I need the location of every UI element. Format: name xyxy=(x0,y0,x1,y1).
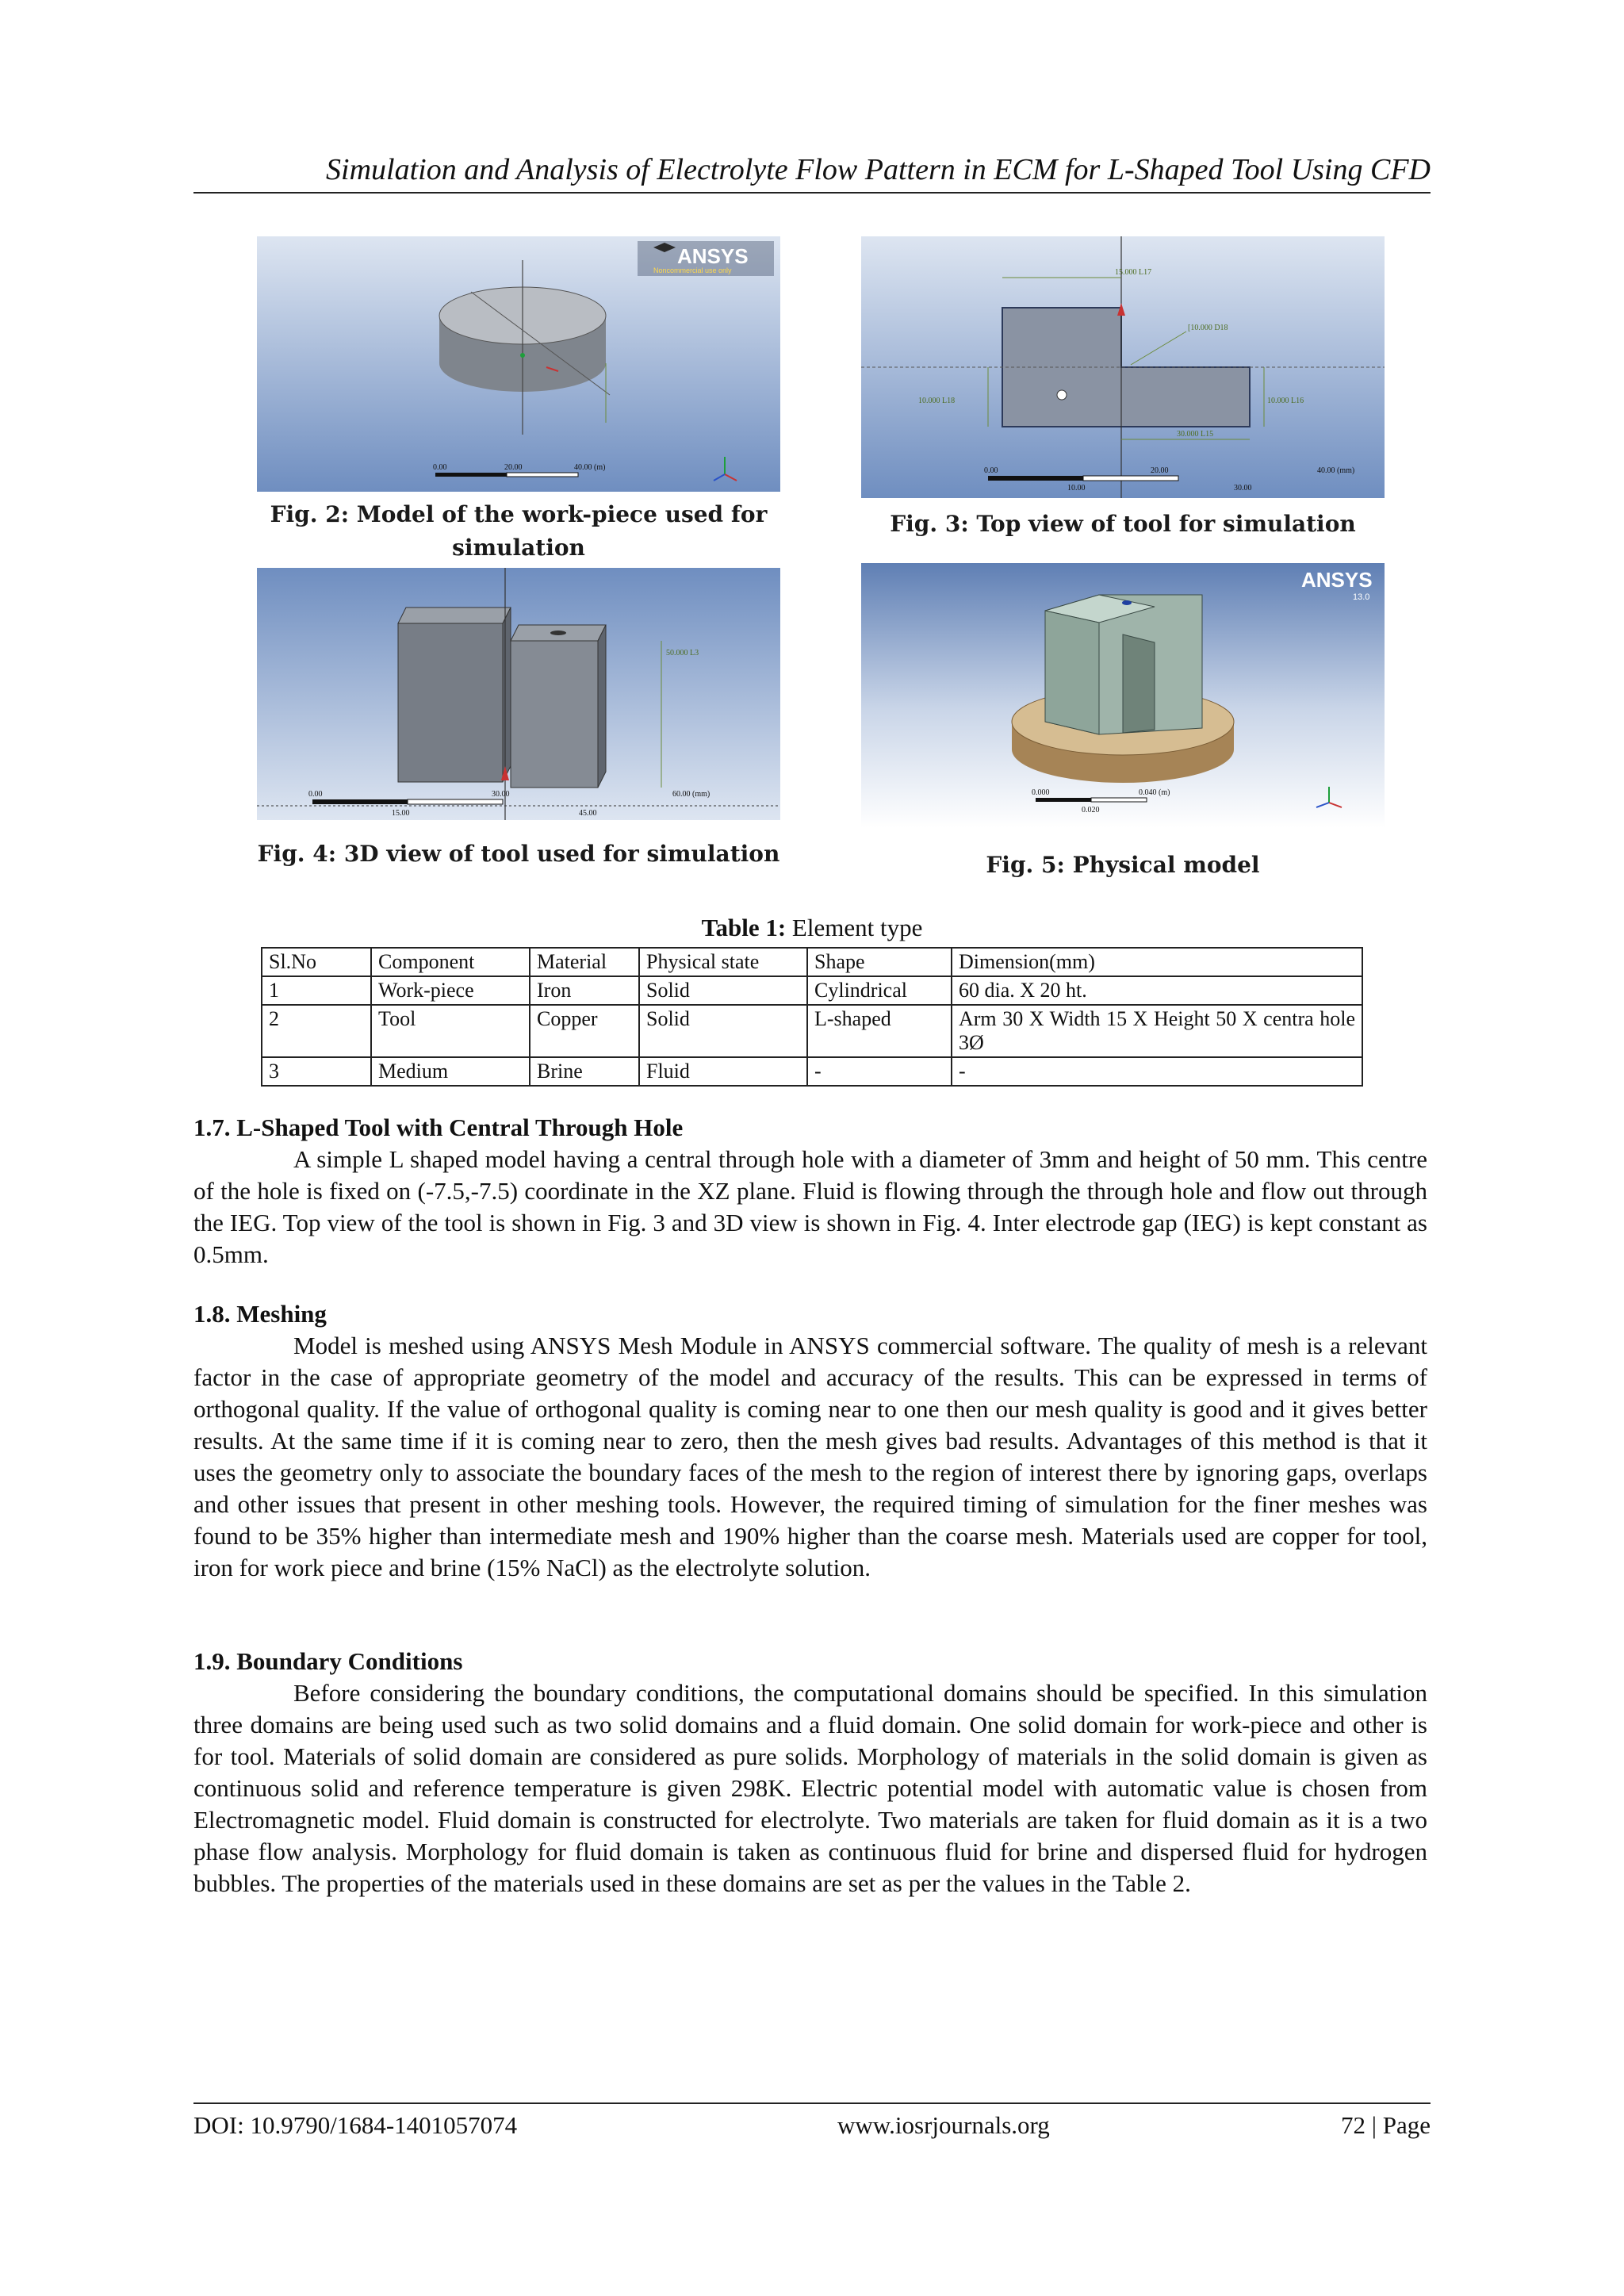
fig3-dimension-label: 10.000 L18 xyxy=(918,397,956,405)
section-1-7-heading: 1.7. L-Shaped Tool with Central Through Hole xyxy=(193,1114,684,1141)
fig4-scale-bar xyxy=(408,799,503,804)
table1-label: Table 1: xyxy=(701,914,787,941)
fig2-image xyxy=(257,236,780,492)
table-cell: Solid xyxy=(639,976,807,1005)
running-header: Simulation and Analysis of Electrolyte Flow Pattern in ECM for L-Shaped Tool Using CFD xyxy=(326,153,1431,186)
fig5-scale-bar xyxy=(1091,798,1147,802)
tool-block-top xyxy=(398,608,511,623)
fig3-scale-label: 40.00 (mm) xyxy=(1317,466,1355,475)
table-cell: Solid xyxy=(639,1005,807,1057)
table-row xyxy=(262,976,1362,1005)
table-header-cell: Shape xyxy=(807,948,952,976)
fig4-image xyxy=(257,568,780,820)
table-header-cell: Material xyxy=(530,948,639,976)
fig3-scale-label: 0.00 xyxy=(984,466,998,475)
fig4-caption: Fig. 4: 3D view of tool used for simulation xyxy=(257,841,780,867)
fig4-3d-tool-render xyxy=(257,568,780,820)
fig2-scale-label: 20.00 xyxy=(504,463,523,472)
fig2-caption-line2: simulation xyxy=(452,535,585,561)
element-type-table xyxy=(261,947,1363,1087)
fig3-dimension-label: 10.000 L16 xyxy=(1267,397,1304,405)
l-tool-front-face xyxy=(1045,611,1099,734)
fig3-top-view-render xyxy=(861,236,1385,498)
table-cell: Work-piece xyxy=(371,976,530,1005)
table-header-cell: Dimension(mm) xyxy=(952,948,1362,976)
fig3-dimension-label: 15.000 L17 xyxy=(1115,268,1152,277)
table-cell: Cylindrical xyxy=(807,976,952,1005)
fig4-dimension-label: 50.000 L3 xyxy=(666,649,699,657)
table-row xyxy=(262,1005,1362,1057)
table-header-cell: Component xyxy=(371,948,530,976)
fig2-scale-bar xyxy=(507,473,578,477)
tool-block-edge xyxy=(598,625,606,788)
tool-block-left xyxy=(398,623,503,782)
footer-page-number: 72 | Page xyxy=(1341,2111,1431,2139)
table-cell: L-shaped xyxy=(807,1005,952,1057)
table-cell: 60 dia. X 20 ht. xyxy=(952,976,1362,1005)
table-cell: Brine xyxy=(530,1057,639,1086)
l-tool-inner-face xyxy=(1123,634,1155,733)
fig5-scale-bar xyxy=(1036,798,1091,802)
fig2-logo: ANSYS xyxy=(677,244,749,268)
table1-title xyxy=(193,912,1431,944)
section-1-9-paragraph: Before considering the boundary conditions, the computational domains should be specified. In this simulation three domains are being used such as two solid domains and a fluid domain. One solid domain for work-piece and other is for tool. Materials of solid domain are considered as pure solids. Morphology of materials in the solid domain is given as continuous solid and reference temperature is given 298K. Electric potential model with automatic value is chosen from Electromagnetic model. Fluid domain is constructed for electrolyte. Two materials are taken for fluid domain as it is a two phase flow analysis. Morphology for fluid domain is taken as continuous fluid for brine and dispersed fluid for hydrogen bubbles. The properties of the materials used in these domains are set as per the values in the Table 2. xyxy=(193,1679,1427,1897)
fig2-workpiece-render xyxy=(257,236,780,492)
fig5-logo: ANSYS xyxy=(1301,568,1373,592)
fig5-physical-model-render xyxy=(861,563,1385,828)
footer-doi: DOI: 10.9790/1684-1401057074 xyxy=(193,2111,518,2139)
section-1-9-heading: 1.9. Boundary Conditions xyxy=(193,1647,463,1675)
fig5-logo-version: 13.0 xyxy=(1353,592,1370,602)
tool-hole xyxy=(550,631,566,635)
table1-caption: Element type xyxy=(791,914,923,941)
table-cell: Tool xyxy=(371,1005,530,1057)
table-cell: Iron xyxy=(530,976,639,1005)
table-cell: - xyxy=(807,1057,952,1086)
fig2-caption xyxy=(257,498,780,565)
fig2-scale-bar xyxy=(435,473,507,477)
fig2-origin-marker xyxy=(520,353,525,358)
table-cell: Copper xyxy=(530,1005,639,1057)
fig4-scale-label: 0.00 xyxy=(308,790,323,799)
fig2-scale-label: 0.00 xyxy=(433,463,447,472)
section-1-7-paragraph: A simple L shaped model having a central through hole with a diameter of 3mm and height of 50 mm. This centre of the hole is fixed on (-7.5,-7.5) coordinate in the XZ plane. Fluid is flowing through the through hole and flow out through the IEG. Top view of the tool is shown in Fig. 3 and 3D view is shown in Fig. 4. Inter electrode gap (IEG) is kept constant as 0.5mm. xyxy=(193,1145,1427,1268)
fig3-scale-label: 30.00 xyxy=(1234,484,1252,493)
fig3-scale-bar xyxy=(1083,476,1178,481)
header-rule xyxy=(193,192,1431,194)
central-hole-marker xyxy=(1057,390,1067,400)
tool-block-right xyxy=(511,641,598,788)
fig4-scale-label: 45.00 xyxy=(579,809,597,818)
fig5-image xyxy=(861,563,1385,828)
fig2-logo-subtext: Noncommercial use only xyxy=(653,266,732,274)
table-cell: 2 xyxy=(262,1005,371,1057)
fig3-scale-label: 10.00 xyxy=(1067,484,1086,493)
fig3-caption: Fig. 3: Top view of tool for simulation xyxy=(890,511,1356,537)
fig3-image xyxy=(861,236,1385,498)
table-row xyxy=(262,1057,1362,1086)
fig5-caption: Fig. 5: Physical model xyxy=(986,852,1260,878)
section-1-8-paragraph: Model is meshed using ANSYS Mesh Module in ANSYS commercial software. The quality of mesh is a relevant factor in the case of appropriate geometry of the model and accuracy of the results. This can be expressed in terms of orthogonal quality. If the value of orthogonal quality is coming near to one then our mesh quality is good and it gives better results. At the same time if it is coming near to zero, then the mesh gives bad results. Advantages of this method is that it uses the geometry only to associate the boundary faces of the mesh to the region of interest there by ignoring gaps, overlaps and other issues that present in other meshing tools. However, the required timing of simulation for the finer meshes was found to be 35% higher than intermediate mesh and 190% higher than the coarse mesh. Materials used are copper for tool, iron for work piece and brine (15% NaCl) as the electrolyte solution. xyxy=(193,1332,1427,1581)
fig5-scale-label: 0.020 xyxy=(1082,806,1100,815)
fig3-scale-bar xyxy=(988,476,1083,481)
fig2-scale-label: 40.00 (m) xyxy=(574,463,606,472)
fig5-scale-label: 0.000 xyxy=(1032,788,1050,797)
fig4-scale-bar xyxy=(312,799,408,804)
fig4-scale-label: 15.00 xyxy=(392,809,410,818)
footer-website[interactable]: www.iosrjournals.org xyxy=(837,2111,1050,2139)
table-cell: - xyxy=(952,1057,1362,1086)
table-cell: Fluid xyxy=(639,1057,807,1086)
table-header-cell: Sl.No xyxy=(262,948,371,976)
table-header-row xyxy=(262,948,1362,976)
fig3-dimension-label: 30.000 L15 xyxy=(1177,430,1214,439)
table-header-cell: Physical state xyxy=(639,948,807,976)
tool-hole xyxy=(1122,600,1132,605)
fig5-scale-label: 0.040 (m) xyxy=(1139,788,1170,797)
section-1-8-heading: 1.8. Meshing xyxy=(193,1300,327,1328)
table-cell: 1 xyxy=(262,976,371,1005)
table-cell: Arm 30 X Width 15 X Height 50 X centra hole 3Ø xyxy=(952,1005,1362,1057)
fig4-scale-label: 60.00 (mm) xyxy=(672,790,710,799)
footer-rule xyxy=(193,2102,1431,2104)
fig4-scale-label: 30.00 xyxy=(492,790,510,799)
table-cell: 3 xyxy=(262,1057,371,1086)
table-cell: Medium xyxy=(371,1057,530,1086)
fig2-caption-line1: Fig. 2: Model of the work-piece used for xyxy=(270,501,768,527)
fig3-scale-label: 20.00 xyxy=(1151,466,1169,475)
fig3-dimension-label: [10.000 D18 xyxy=(1188,324,1228,332)
tool-block-edge xyxy=(503,608,511,782)
